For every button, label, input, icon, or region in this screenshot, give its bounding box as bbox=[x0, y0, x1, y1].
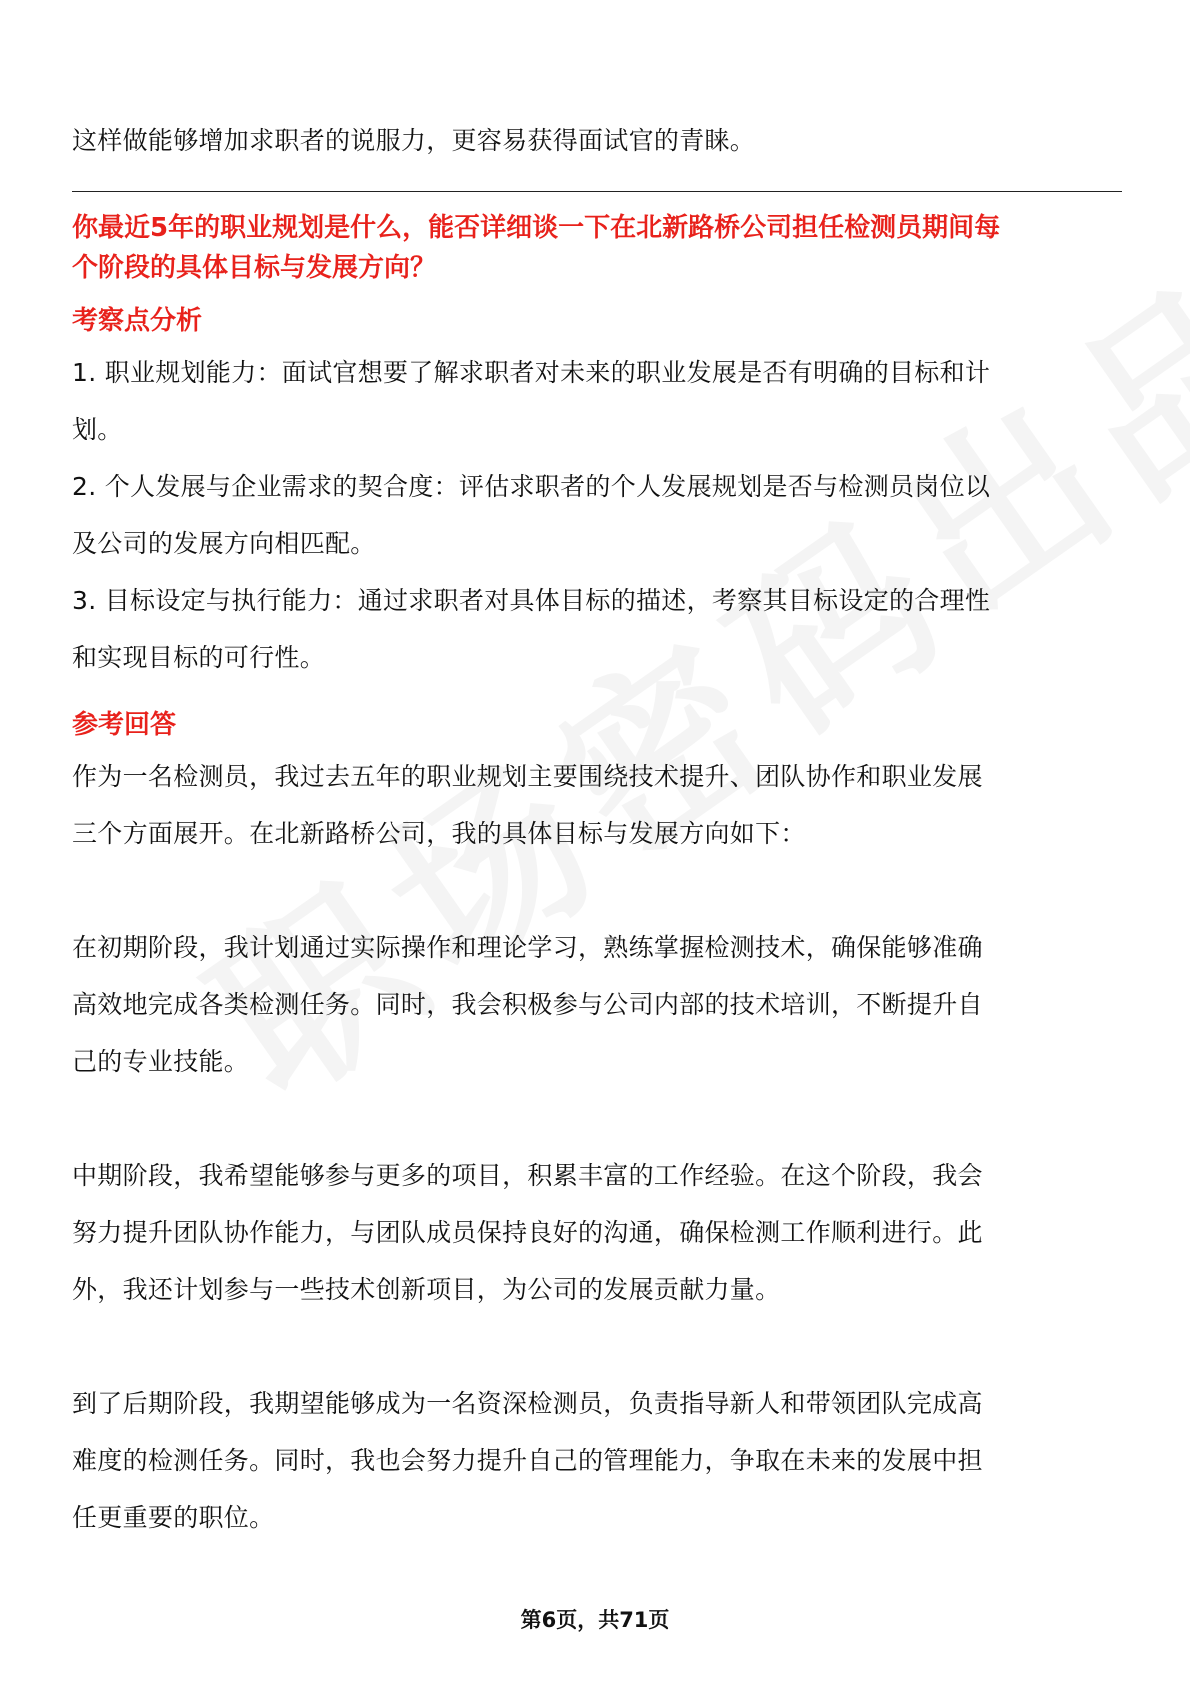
list-item bbox=[72, 344, 1112, 458]
page-content bbox=[72, 112, 1112, 1546]
answer-body bbox=[72, 748, 1112, 1546]
question-line-1: 你最近5年的职业规划是什么，能否详细谈一下在北新路桥公司担任检测员期间每 bbox=[72, 213, 1001, 243]
question-line-2: 个阶段的具体目标与发展方向？ bbox=[72, 253, 437, 283]
analysis-title: 考察点分析 bbox=[72, 306, 203, 336]
answer-paragraph bbox=[72, 1147, 1112, 1318]
list-item bbox=[72, 572, 1112, 686]
answer-paragraph bbox=[72, 919, 1112, 1090]
list-item bbox=[72, 458, 1112, 572]
answer-line: 己的专业技能。 bbox=[72, 1047, 250, 1076]
question-heading bbox=[72, 208, 1112, 288]
answer-line: 在初期阶段，我计划通过实际操作和理论学习，熟练掌握检测技术，确保能够准确 bbox=[72, 933, 983, 962]
answer-line: 高效地完成各类检测任务。同时，我会积极参与公司内部的技术培训，不断提升自 bbox=[72, 990, 983, 1019]
answer-line: 作为一名检测员，我过去五年的职业规划主要围绕技术提升、团队协作和职业发展 bbox=[72, 762, 983, 791]
list-item-line: 及公司的发展方向相匹配。 bbox=[72, 529, 376, 558]
section-divider bbox=[72, 191, 1122, 192]
list-item-line: 2. 个人发展与企业需求的契合度：评估求职者的个人发展规划是否与检测员岗位以 bbox=[72, 472, 991, 501]
answer-line: 中期阶段，我希望能够参与更多的项目，积累丰富的工作经验。在这个阶段，我会 bbox=[72, 1161, 983, 1190]
list-item-line: 和实现目标的可行性。 bbox=[72, 643, 326, 672]
answer-line: 到了后期阶段，我期望能够成为一名资深检测员，负责指导新人和带领团队完成高 bbox=[72, 1389, 983, 1418]
list-item-line: 划。 bbox=[72, 415, 123, 444]
paragraph-gap bbox=[72, 1090, 1112, 1147]
paragraph-gap bbox=[72, 862, 1112, 919]
answer-line: 努力提升团队协作能力，与团队成员保持良好的沟通，确保检测工作顺利进行。此 bbox=[72, 1218, 983, 1247]
list-item-line: 3. 目标设定与执行能力：通过求职者对具体目标的描述，考察其目标设定的合理性 bbox=[72, 586, 991, 615]
intro-paragraph: 这样做能够增加求职者的说服力，更容易获得面试官的青睐。 bbox=[72, 126, 756, 155]
analysis-list bbox=[72, 344, 1112, 686]
answer-line: 外，我还计划参与一些技术创新项目，为公司的发展贡献力量。 bbox=[72, 1275, 781, 1304]
answer-line: 任更重要的职位。 bbox=[72, 1503, 275, 1532]
answer-line: 难度的检测任务。同时，我也会努力提升自己的管理能力，争取在未来的发展中担 bbox=[72, 1446, 983, 1475]
list-item-line: 1. 职业规划能力：面试官想要了解求职者对未来的职业发展是否有明确的目标和计 bbox=[72, 358, 991, 387]
answer-line: 三个方面展开。在北新路桥公司，我的具体目标与发展方向如下： bbox=[72, 819, 806, 848]
page-number: 第6页，共71页 bbox=[520, 1608, 670, 1632]
answer-paragraph bbox=[72, 1375, 1112, 1546]
paragraph-gap bbox=[72, 1318, 1112, 1375]
answer-paragraph bbox=[72, 748, 1112, 862]
answer-title: 参考回答 bbox=[72, 710, 177, 740]
